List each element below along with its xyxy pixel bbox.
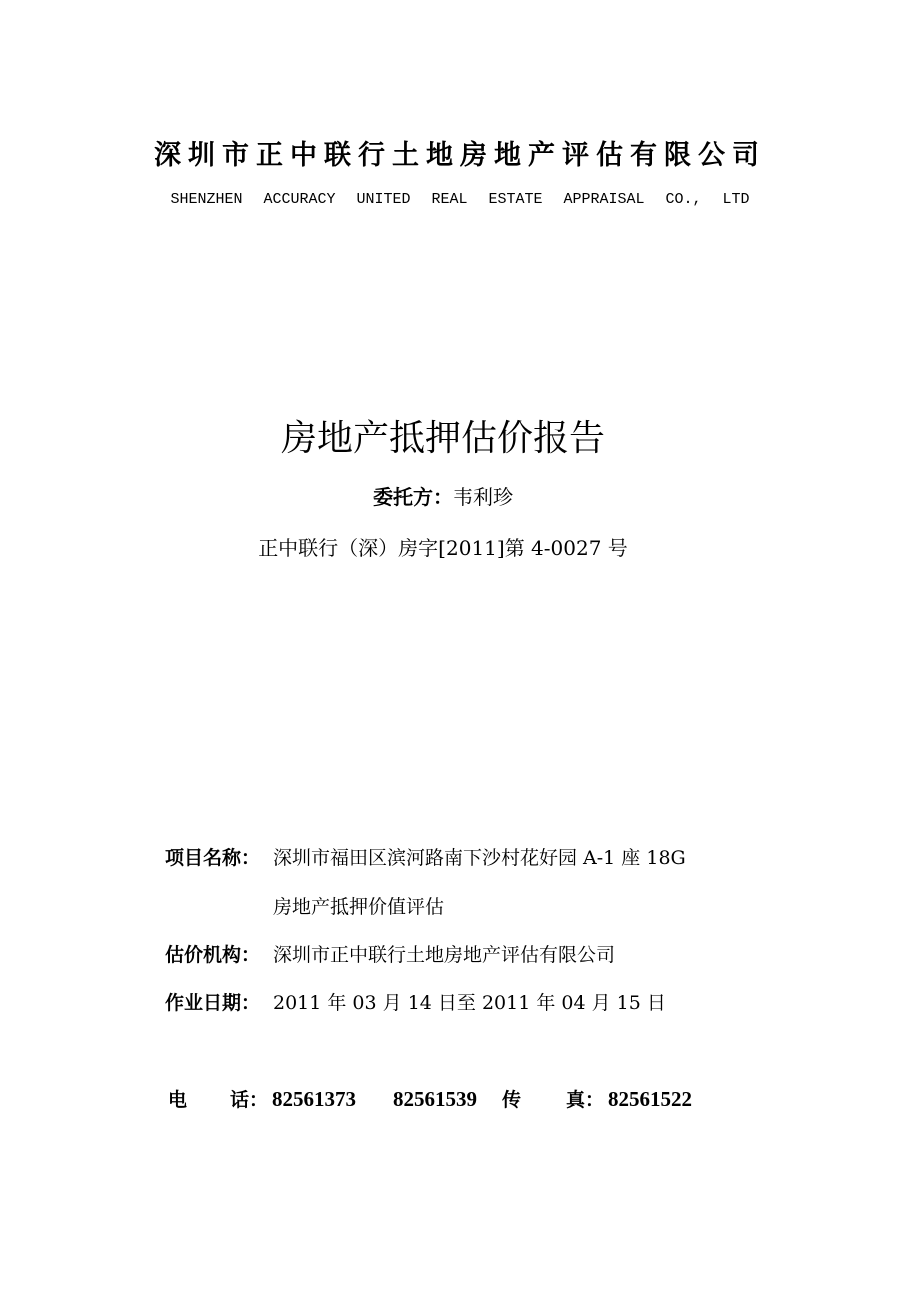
agency-value: 深圳市正中联行土地房地产评估有限公司	[273, 944, 616, 966]
client-value: 韦利珍	[453, 485, 513, 509]
fax-label-char2: 真：	[566, 1089, 605, 1111]
date-label: 作业日期：	[165, 992, 261, 1014]
phone-number-1: 82561373	[272, 1087, 356, 1111]
company-name-en: SHENZHEN ACCURACY UNITED REAL ESTATE APPRAISAL CO., LTD	[170, 191, 750, 208]
company-name-cn: 深圳市正中联行土地房地产评估有限公司	[154, 140, 766, 171]
project-value-line1: 深圳市福田区滨河路南下沙村花好园 A-1 座 18G	[273, 847, 686, 869]
project-value-line2: 房地产抵押价值评估	[273, 896, 445, 918]
fax-label-char1: 传	[502, 1089, 522, 1111]
project-label: 项目名称：	[165, 847, 261, 869]
report-title: 房地产抵押估价报告	[280, 418, 605, 459]
fax-number: 82561522	[608, 1087, 692, 1111]
client-line	[0, 482, 886, 512]
reference-number: 正中联行（深）房字[2011]第 4-0027 号	[258, 536, 628, 560]
agency-label: 估价机构：	[165, 944, 261, 966]
phone-label-char1: 电	[168, 1089, 188, 1111]
phone-number-2: 82561539	[393, 1087, 477, 1111]
date-value: 2011 年 03 月 14 日至 2011 年 04 月 15 日	[273, 992, 666, 1014]
client-label: 委托方：	[373, 485, 453, 509]
phone-label-char2: 话：	[230, 1089, 269, 1111]
